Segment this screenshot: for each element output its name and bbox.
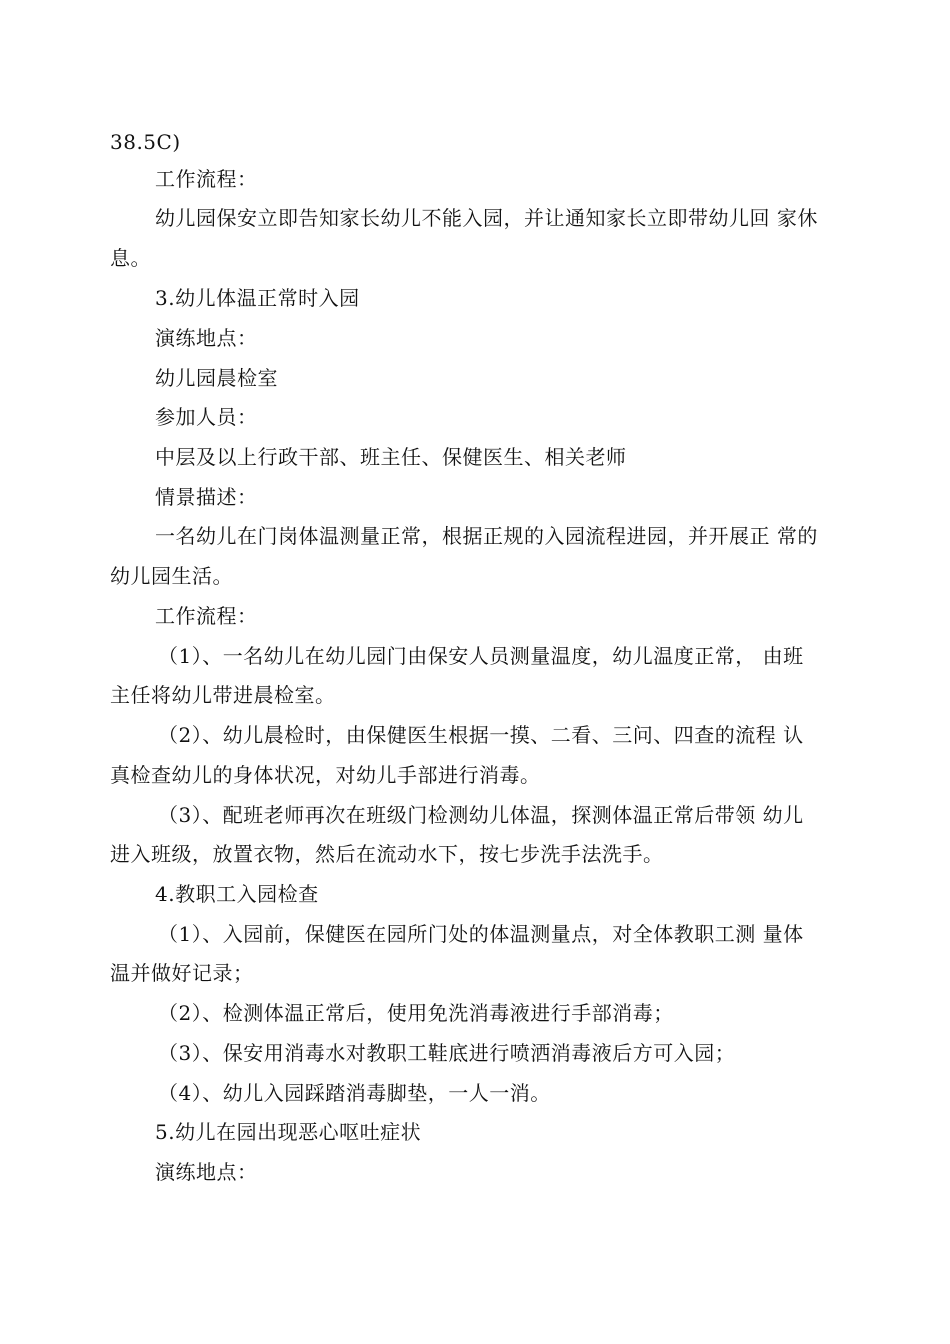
text-line: 一名幼儿在门岗体温测量正常，根据正规的入园流程进园，并开展正 常的 <box>155 524 818 548</box>
section-heading: 3.幼儿体温正常时入园 <box>155 286 360 310</box>
text-line: 幼儿园保安立即告知家长幼儿不能入园，并让通知家长立即带幼儿回 家休 <box>155 206 818 230</box>
text-line: 工作流程： <box>155 167 258 191</box>
text-line: 幼儿园生活。 <box>110 564 233 588</box>
text-line: 温并做好记录； <box>110 961 254 985</box>
text-line: 息。 <box>110 246 151 270</box>
text-line: 情景描述： <box>155 485 258 509</box>
text-line: （2）、幼儿晨检时，由保健医生根据一摸、二看、三问、四查的流程 认 <box>158 723 804 747</box>
text-line: （4）、幼儿入园踩踏消毒脚垫，一人一消。 <box>158 1081 551 1105</box>
text-line: 工作流程： <box>155 604 258 628</box>
text-line: （3）、保安用消毒水对教职工鞋底进行喷洒消毒液后方可入园； <box>158 1041 736 1065</box>
section-heading: 4.教职工入园检查 <box>155 882 319 906</box>
text-line: 参加人员： <box>155 405 258 429</box>
text-line: （1）、一名幼儿在幼儿园门由保安人员测量温度，幼儿温度正常， 由班 <box>158 644 804 668</box>
text-line: 进入班级，放置衣物，然后在流动水下，按七步洗手法洗手。 <box>110 842 664 866</box>
text-line: 真检查幼儿的身体状况，对幼儿手部进行消毒。 <box>110 763 541 787</box>
text-line: 中层及以上行政干部、班主任、保健医生、相关老师 <box>155 445 627 469</box>
text-line: （2）、检测体温正常后，使用免洗消毒液进行手部消毒； <box>158 1001 674 1025</box>
text-line: 主任将幼儿带进晨检室。 <box>110 683 336 707</box>
text-line: 幼儿园晨检室 <box>155 366 278 390</box>
text-line: （3）、配班老师再次在班级门检测幼儿体温，探测体温正常后带领 幼儿 <box>158 803 804 827</box>
text-line: 演练地点： <box>155 1160 258 1184</box>
text-line: （1）、入园前，保健医在园所门处的体温测量点，对全体教职工测 量体 <box>158 922 804 946</box>
text-line: 演练地点： <box>155 326 258 350</box>
text-line: 38.5C) <box>110 130 181 154</box>
section-heading: 5.幼儿在园出现恶心呕吐症状 <box>155 1120 422 1144</box>
